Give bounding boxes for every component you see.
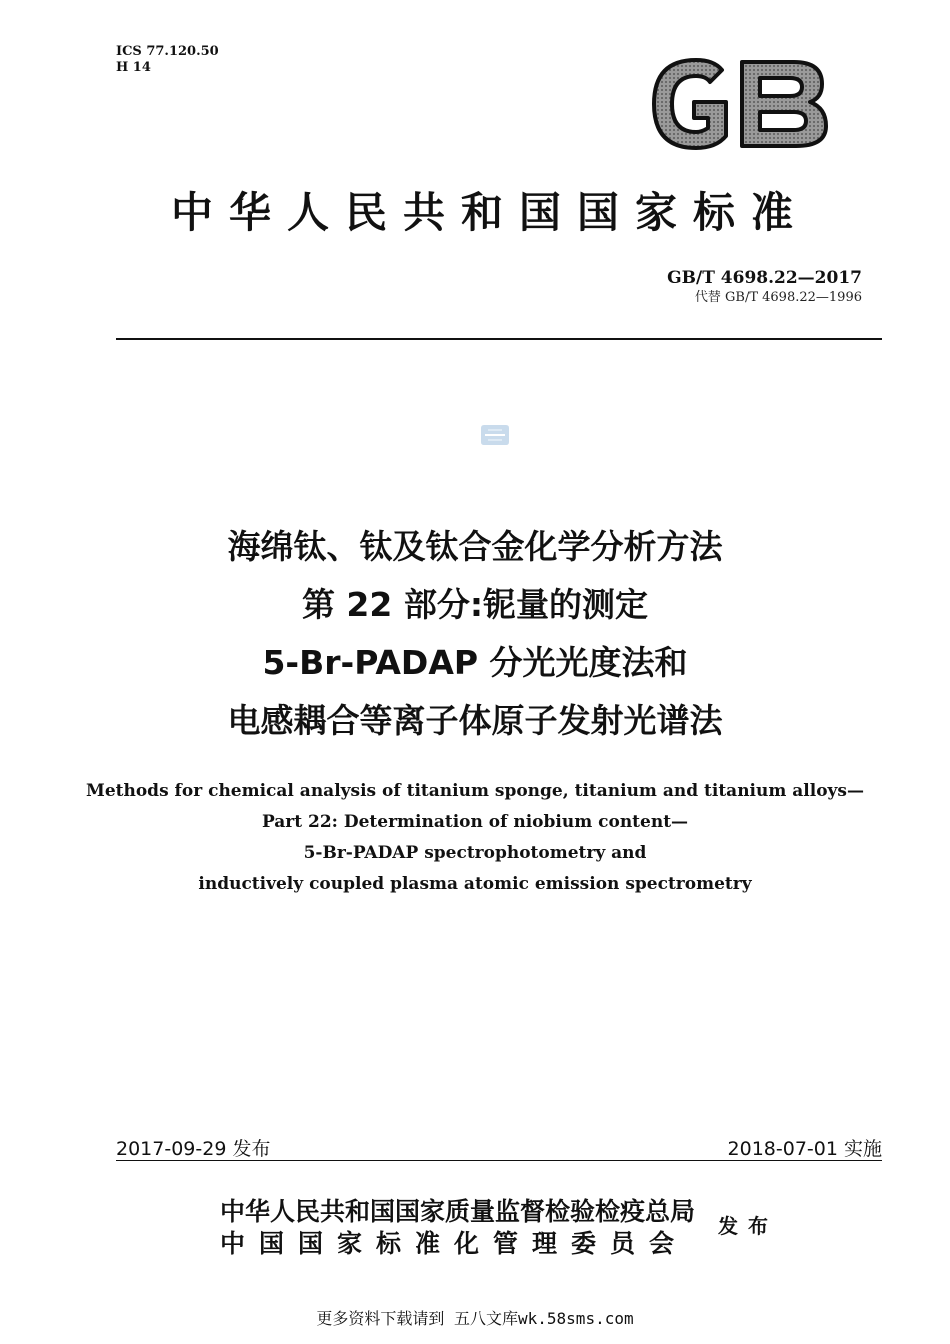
chinese-title-line-2: 第 22 部分:铌量的测定: [301, 585, 649, 624]
english-title-line-2: Part 22: Determination of niobium content—: [261, 812, 689, 832]
english-title-line-3: 5-Br-PADAP spectrophotometry and: [303, 843, 647, 863]
chinese-title-line-3: 5-Br-PADAP 分光光度法和: [262, 643, 688, 682]
english-title-line-4: inductively coupled plasma atomic emission spectrometry: [198, 874, 752, 894]
chinese-title-line-1: 海绵钛、钛及钛合金化学分析方法: [227, 527, 723, 566]
standard-number: GB/T 4698.22—2017: [667, 268, 862, 288]
ics-code: ICS 77.120.50: [116, 44, 219, 59]
chinese-title-line-4: 电感耦合等离子体原子发射光谱法: [227, 701, 723, 740]
header-divider: [116, 338, 882, 340]
english-title-block: [0, 776, 950, 900]
publish-label: 发布: [718, 1214, 778, 1238]
ccs-code: H 14: [116, 60, 151, 75]
implementation-date: 2018-07-01 实施: [727, 1138, 882, 1160]
download-footer-link[interactable]: 更多资料下载请到 五八文库wk.58sms.com: [316, 1309, 634, 1328]
issuer-line-1: 中华人民共和国国家质量监督检验检疫总局: [220, 1197, 696, 1226]
english-title-line-1: Methods for chemical analysis of titanium sponge, titanium and titanium alloys—: [86, 781, 864, 801]
standard-category-title: 中华人民共和国国家标准: [170, 188, 809, 237]
sac-mark-icon: [480, 424, 510, 446]
chinese-title-block: [0, 518, 950, 750]
gb-logo-icon: [644, 56, 832, 152]
replaces-standard: 代替 GB/T 4698.22—1996: [694, 290, 862, 305]
issue-date: 2017-09-29 发布: [116, 1138, 271, 1160]
issuer-line-2: 中国国家标准化管理委员会: [220, 1229, 689, 1258]
footer-divider: [116, 1160, 882, 1161]
classification-codes: [116, 44, 219, 76]
standard-number-block: [667, 268, 862, 308]
